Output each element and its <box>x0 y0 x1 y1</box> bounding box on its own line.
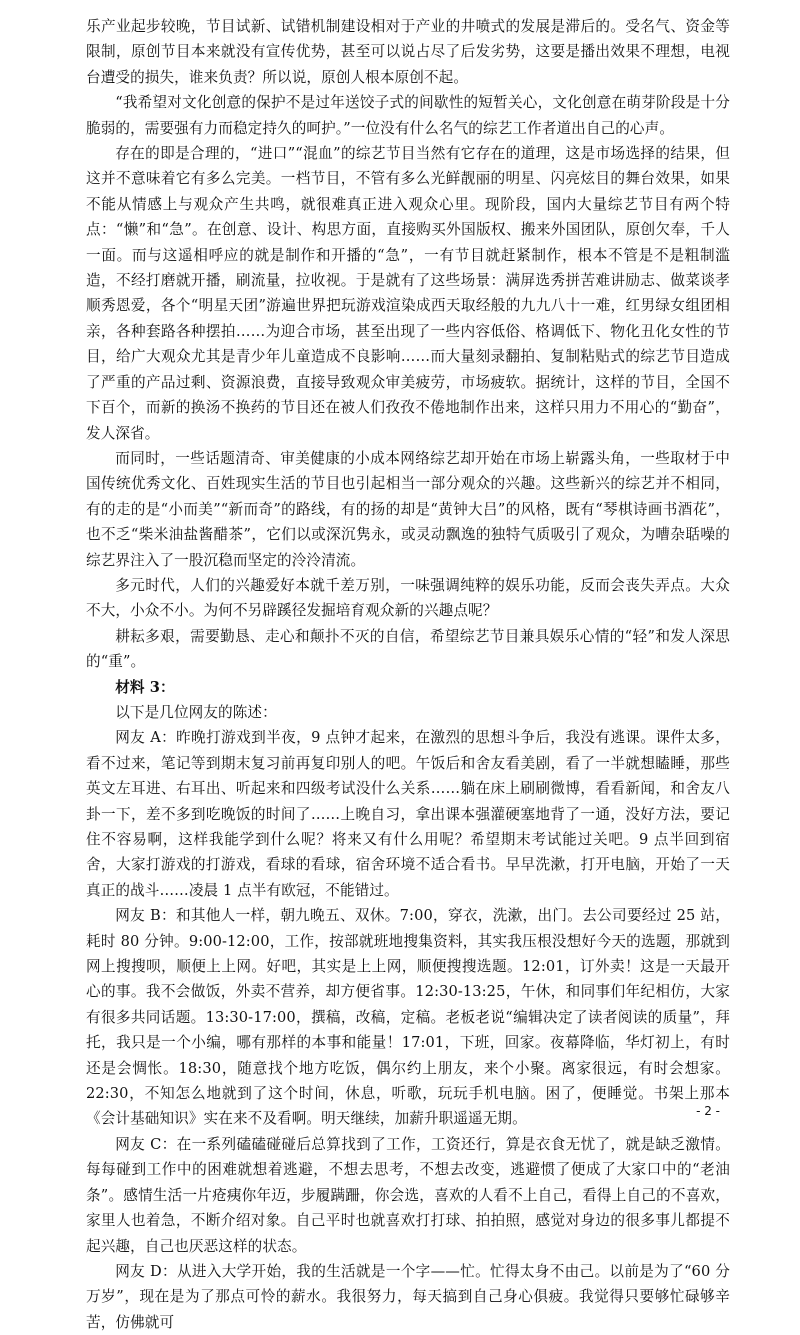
paragraph: 以下是几位网友的陈述： <box>115 703 277 721</box>
paragraph: 网友 A：昨晚打游戏到半夜，9 点钟才起来，在激烈的思想斗争后，我没有逃课。课件太多，看不过来，笔记等到期末复习前再复印别人的吧。午饭后和舍友看美剧，看了一半就想瞌睡，那些英文左耳进、右耳出、听起来和四级考试没什么关系……躺在床上刷刷微博，看看新闻，和舍友八卦一下，差不多到吃晚饭的时间了……上晚自习，拿出课本强灌硬塞地背了一通，没好方法，要记住不容易啊，这样我能学到什么呢？将来又有什么用呢？希望期末考试能过关吧。9 点半回到宿舍，大家打游戏的打游戏，看球的看球，宿舍环境不适合看书。早早洗漱，打开电脑，开始了一天真正的战斗……凌晨 1 点半有欧冠，不能错过。 <box>86 729 730 899</box>
paragraph: 乐产业起步较晚，节目试新、试错机制建设相对于产业的井喷式的发展是滞后的。受名气、资金等限制，原创节目本来就没有宣传优势，甚至可以说占尽了后发劣势，这要是播出效果不理想，电视台遭受的损失，谁来负责？所以说，原创人根本原创不起。 <box>86 18 730 86</box>
paragraph: 存在的即是合理的，“进口”“混血”的综艺节目当然有它存在的道理，这是市场选择的结果，但这并不意味着它有多么完美。一档节目，不管有多么光鲜靓丽的明星、闪亮炫目的舞台效果，如果不能从情感上与观众产生共鸣，就很难真正进入观众心里。现阶段，国内大量综艺节目有两个特点：“懒”和“急”。在创意、设计、构思方面，直接购买外国版权、搬来外国团队，原创欠奉，千人一面。而与这遥相呼应的就是制作和开播的“急”，一有节目就赶紧制作，根本不管是不是粗制滥造，不经打磨就开播，刷流量，拉收视。于是就有了这些场景：满屏选秀拼苦难讲励志、做菜谈孝顺秀恩爱，各个“明星天团”游遍世界把玩游戏渲染成西天取经般的九九八十一难，红男绿女组团相亲，各种套路各种摆拍……为迎合市场，甚至出现了一些内容低俗、格调低下、物化丑化女性的节目，给广大观众尤其是青少年儿童造成不良影响……而大量刻录翻拍、复制粘贴式的综艺节目造成了严重的产品过剩、资源浪费，直接导致观众审美疲劳，市场疲软。据统计，这样的节目，全国不下百个，而新的换汤不换药的节目还在被人们孜孜不倦地制作出来，这样只用力不用心的“勤奋”，发人深省。 <box>86 145 730 442</box>
section-heading: 材料 3： <box>115 678 175 696</box>
paragraph: 网友 C：在一系列磕磕碰碰后总算找到了工作，工资还行，算是衣食无忧了，就是缺乏激情。每每碰到工作中的困难就想着逃避，不想去思考，不想去改变，逃避惯了便成了大家口中的“老油条”。感情生活一片疮痍你年迈，步履蹒跚，你会选，喜欢的人看不上自己，看得上自己的不喜欢，家里人也着急，不断介绍对象。自己平时也就喜欢打打球、拍拍照，感觉对身边的很多事儿都提不起兴趣，自己也厌恶这样的状态。 <box>86 1135 730 1255</box>
paragraph: 网友 D：从进入大学开始，我的生活就是一个字——忙。忙得太身不由己。以前是为了“60 分万岁”，现在是为了那点可怜的薪水。我很努力，每天搞到自己身心俱疲。我觉得只要够忙碌够辛苦，仿佛就可 <box>86 1262 730 1331</box>
paragraph: 网友 B：和其他人一样，朝九晚五、双休。7:00，穿衣，洗漱，出门。去公司要经过 25 站，耗时 80 分钟。9:00-12:00，工作，按部就班地搜集资料，其实我压根没想好今天的选题，那就到网上搜搜呗，顺便上上网。好吧，其实是上上网，顺便搜搜选题。12:01，订外卖！这是一天最开心的事。我不会做饭，外卖不营养，却方便省事。12:30-13:25，午休，和同事们年纪相仿，大家有很多共同话题。13:30-17:00，撰稿，改稿，定稿。老板老说“编辑决定了读者阅读的质量”，拜托，我只是一个小编，哪有那样的本事和能量！17:01，下班，回家。夜幕降临，华灯初上，有时还是会惆怅。18:30，随意找个地方吃饭，偶尔约上朋友，来个小聚。离家很远，有时会想家。22:30，不知怎么地就到了这个时间，休息，听歌，玩玩手机电脑。困了，便睡觉。书架上那本《会计基础知识》实在来不及看啊。明天继续，加薪升职遥遥无期。 <box>86 907 730 1128</box>
paragraph: 耕耘多艰，需要勤恳、走心和颠扑不灭的自信，希望综艺节目兼具娱乐心情的“轻”和发人深思的“重”。 <box>86 627 730 671</box>
page-number: - 2 - <box>696 1104 720 1118</box>
paragraph: “我希望对文化创意的保护不是过年送饺子式的间歇性的短暂关心，文化创意在萌芽阶段是十分脆弱的，需要强有力而稳定持久的呵护。”一位没有什么名气的综艺工作者道出自己的心声。 <box>86 94 730 137</box>
paragraph: 多元时代，人们的兴趣爱好本就千差万别，一味强调纯粹的娱乐功能，反而会丧失弄点。大众不大，小众不小。为何不另辟蹊径发掘培育观众新的兴趣点呢？ <box>86 576 730 620</box>
document-body <box>86 14 730 1335</box>
paragraph: 而同时，一些话题清奇、审美健康的小成本网络综艺却开始在市场上崭露头角，一些取材于中国传统优秀文化、百姓现实生活的节目也引起相当一部分观众的兴趣。这些新兴的综艺并不相同，有的走的是“小而美”“新而奇”的路线，有的扬的却是“黄钟大吕”的风格，既有“琴棋诗画书酒花”，也不乏“柴米油盐酱醋茶”，它们以或深沉隽永，或灵动飘逸的独特气质吸引了观众，为嘈杂聒噪的综艺界注入了一股沉稳而坚定的泠泠清流。 <box>86 449 730 569</box>
